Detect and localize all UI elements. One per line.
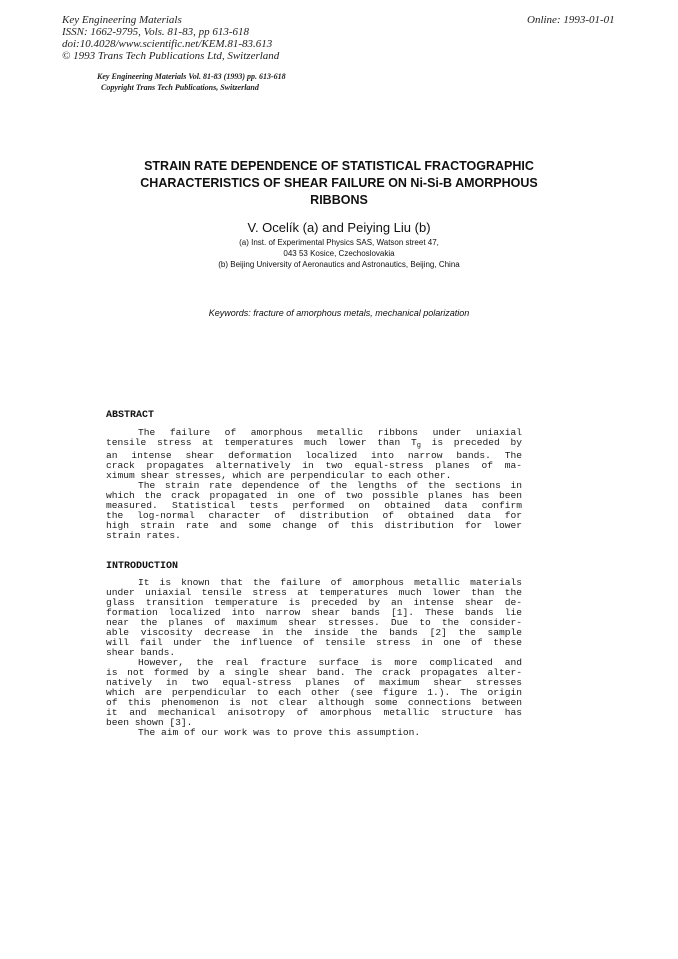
abstract-line: strain rates. <box>106 530 181 541</box>
introduction-line: glass transition temperature is preceded by an intense shear de- <box>106 597 522 608</box>
paper-title-line-1: STRAIN RATE DEPENDENCE OF STATISTICAL FRACTOGRAPHIC <box>144 159 534 173</box>
keywords: Keywords: fracture of amorphous metals, mechanical polarization <box>208 308 470 318</box>
abstract-heading: ABSTRACT <box>106 410 155 421</box>
abstract-line: ximum shear stresses, which are perpendicular to each other. <box>106 470 452 481</box>
affiliation-a-line-1: (a) Inst. of Experimental Physics SAS, Watson street 47, <box>239 238 439 247</box>
abstract-text: tensile stress at temperatures much lower than T <box>106 437 417 448</box>
paper-title-line-2: CHARACTERISTICS OF SHEAR FAILURE ON Ni-Si-B AMORPHOUS <box>140 176 538 190</box>
introduction-line: able viscosity decrease in the inside the bands [2] the sample <box>106 627 522 638</box>
online-date: Online: 1993-01-01 <box>527 14 615 26</box>
introduction-line: shear bands. <box>106 647 176 658</box>
introduction-line: is not formed by a single shear band. The crack propagates alter- <box>106 667 522 678</box>
volume-copyright-line: Copyright Trans Tech Publications, Switzerland <box>101 83 259 92</box>
introduction-line: of this phenomenon is not clear although some connections between <box>106 697 522 708</box>
introduction-line: It is known that the failure of amorphous metallic materials <box>138 577 522 588</box>
abstract-line: measured. Statistical tests performed on obtained data confirm <box>106 500 522 511</box>
affiliation-b: (b) Beijing University of Aeronautics and Astronautics, Beijing, China <box>218 260 460 269</box>
glass-transition-subscript: g <box>416 442 421 450</box>
abstract-line: The strain rate dependence of the lengths of the sections in <box>138 480 522 491</box>
journal-name: Key Engineering Materials <box>62 14 182 26</box>
introduction-line: The aim of our work was to prove this assumption. <box>138 727 421 738</box>
abstract-line: crack propagates alternatively in two equal-stress planes of ma- <box>106 460 522 471</box>
introduction-line: been shown [3]. <box>106 717 193 728</box>
paper-title-line-3: RIBBONS <box>310 193 368 207</box>
abstract-line: The failure of amorphous metallic ribbons under uniaxial <box>138 427 522 438</box>
authors: V. Ocelík (a) and Peiying Liu (b) <box>247 220 431 235</box>
abstract-line: high strain rate and some change of this distribution for lower <box>106 520 522 531</box>
introduction-line: it and mechanical anisotropy of amorphous metallic structure has <box>106 707 522 718</box>
introduction-line: under uniaxial tensile stress at temperatures much lower than the <box>106 587 522 598</box>
introduction-line: which are perpendicular to each other (see figure 1.). The origin <box>106 687 522 698</box>
introduction-line: natively in two equal-stress planes of maximum shear stresses <box>106 677 522 688</box>
issn-line: ISSN: 1662-9795, Vols. 81-83, pp 613-618 <box>62 26 249 38</box>
doi-line: doi:10.4028/www.scientific.net/KEM.81-83.613 <box>62 38 273 50</box>
introduction-line: However, the real fracture surface is more complicated and <box>138 657 522 668</box>
abstract-line: which the crack propagated in one of two possible planes has been <box>106 490 522 501</box>
abstract-text: is preceded by <box>420 437 522 448</box>
introduction-line: near the planes of maximum shear stresses. Due to the consider- <box>106 617 522 628</box>
volume-info-line: Key Engineering Materials Vol. 81-83 (1993) pp. 613-618 <box>97 72 286 81</box>
affiliation-a-line-2: 043 53 Kosice, Czechoslovakia <box>283 249 395 258</box>
abstract-line: an intense shear deformation localized into narrow bands. The <box>106 450 522 461</box>
copyright-line: © 1993 Trans Tech Publications Ltd, Switzerland <box>62 50 280 62</box>
introduction-line: will fail under the influence of tensile stress in one of these <box>106 637 522 648</box>
abstract-line: the log-normal character of distribution of obtained data for <box>106 510 522 521</box>
introduction-heading: INTRODUCTION <box>106 561 179 572</box>
introduction-line: formation localized into narrow shear bands [1]. These bands lie <box>106 607 522 618</box>
